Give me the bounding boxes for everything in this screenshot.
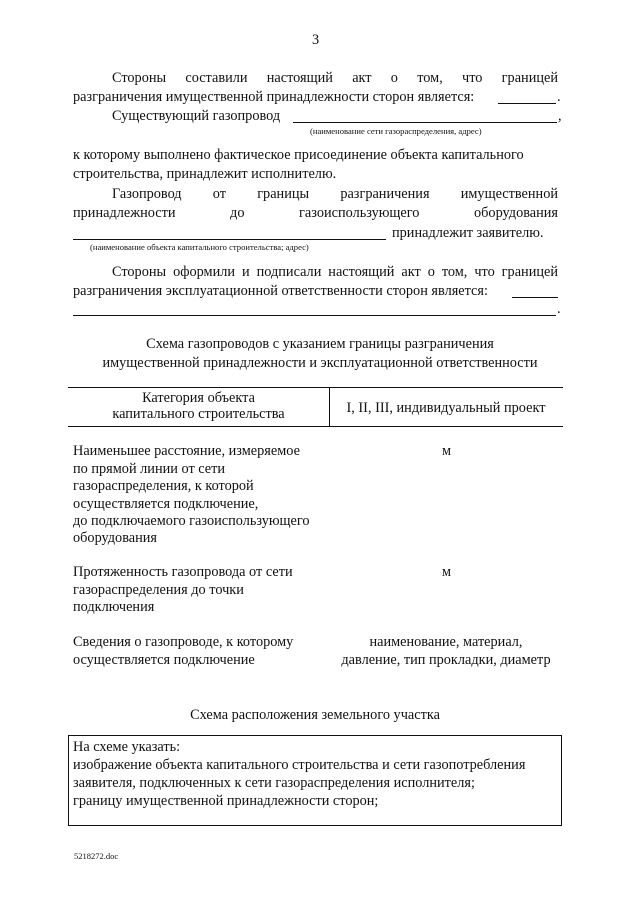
caption-gas-network: (наименование сети газораспределения, адрес) xyxy=(310,126,482,136)
paragraph-1-line-2: разграничения имущественной принадлежности сторон является: xyxy=(73,89,475,105)
caption-capital-object: (наименование объекта капитального строительства; адрес) xyxy=(90,242,309,252)
table-row-label: Сведения о газопроводе, к которому xyxy=(73,634,294,650)
paragraph-2-line-3: строительства, принадлежит исполнителю. xyxy=(73,166,337,182)
table-row-label: осуществляется подключение, xyxy=(73,496,259,512)
period-mark: . xyxy=(557,89,561,105)
table-row-value: м xyxy=(442,443,452,459)
paragraph-3-line-3-tail: принадлежит заявителю. xyxy=(392,225,544,241)
land-scheme-instruction-line: изображение объекта капитального строительства и сети газопотребления xyxy=(73,757,526,773)
paragraph-2-lead: Существующий газопровод xyxy=(112,108,281,124)
paragraph-2-line-2: к которому выполнено фактическое присоединение объекта капитального xyxy=(73,147,524,163)
table-header-value: I, II, III, индивидуальный проект xyxy=(346,400,546,416)
blank-line-operational-boundary-full xyxy=(73,315,556,316)
table-row-label: оборудования xyxy=(73,530,157,546)
blank-line-operational-boundary-short xyxy=(512,297,558,298)
table-header-bottom-border xyxy=(68,426,563,427)
paragraph-3-line-2: принадлежности до газоиспользующего оборудования xyxy=(73,205,558,221)
paragraph-4-line-1: Стороны оформили и подписали настоящий акт о том, что границей xyxy=(112,264,558,280)
page-number: 3 xyxy=(312,32,320,48)
table-row-label: Протяженность газопровода от сети xyxy=(73,564,293,580)
scheme-title-line-1: Схема газопроводов с указанием границы разграничения xyxy=(146,336,494,352)
table-header-category-line-1: Категория объекта xyxy=(142,390,255,406)
table-row-value: давление, тип прокладки, диаметр xyxy=(341,652,551,668)
table-top-border xyxy=(68,387,563,388)
table-header-category-line-2: капитального строительства xyxy=(112,406,285,422)
land-scheme-instruction-line: заявителя, подключенных к сети газораспределения исполнителя; xyxy=(73,775,475,791)
land-scheme-instruction-line: границу имущественной принадлежности сторон; xyxy=(73,793,379,809)
table-row-label: осуществляется подключение xyxy=(73,652,255,668)
blank-line-gas-network xyxy=(293,122,557,123)
blank-line-ownership-boundary xyxy=(498,103,556,104)
table-row-label: газораспределения, к которой xyxy=(73,478,254,494)
footer-filename: 5218272.doc xyxy=(74,851,119,861)
table-row-label: подключения xyxy=(73,599,155,615)
comma-mark: , xyxy=(558,108,562,124)
paragraph-3-line-1: Газопровод от границы разграничения имущественной xyxy=(112,186,558,202)
period-mark: . xyxy=(557,301,561,317)
table-row-label: Наименьшее расстояние, измеряемое xyxy=(73,443,300,459)
table-row-value: м xyxy=(442,564,452,580)
paragraph-1-line-1: Стороны составили настоящий акт о том, что границей xyxy=(112,70,558,86)
land-scheme-instruction-line: На схеме указать: xyxy=(73,739,181,755)
blank-line-capital-object xyxy=(73,239,386,240)
paragraph-4-line-2: разграничения эксплуатационной ответственности сторон является: xyxy=(73,283,488,299)
table-row-label: газораспределения до точки xyxy=(73,582,244,598)
table-row-label: по прямой линии от сети xyxy=(73,461,226,477)
table-row-label: до подключаемого газоиспользующего xyxy=(73,513,310,529)
table-row-value: наименование, материал, xyxy=(369,634,523,650)
scheme-title-line-2: имущественной принадлежности и эксплуатационной ответственности xyxy=(102,355,538,371)
land-scheme-title: Схема расположения земельного участка xyxy=(190,707,440,723)
